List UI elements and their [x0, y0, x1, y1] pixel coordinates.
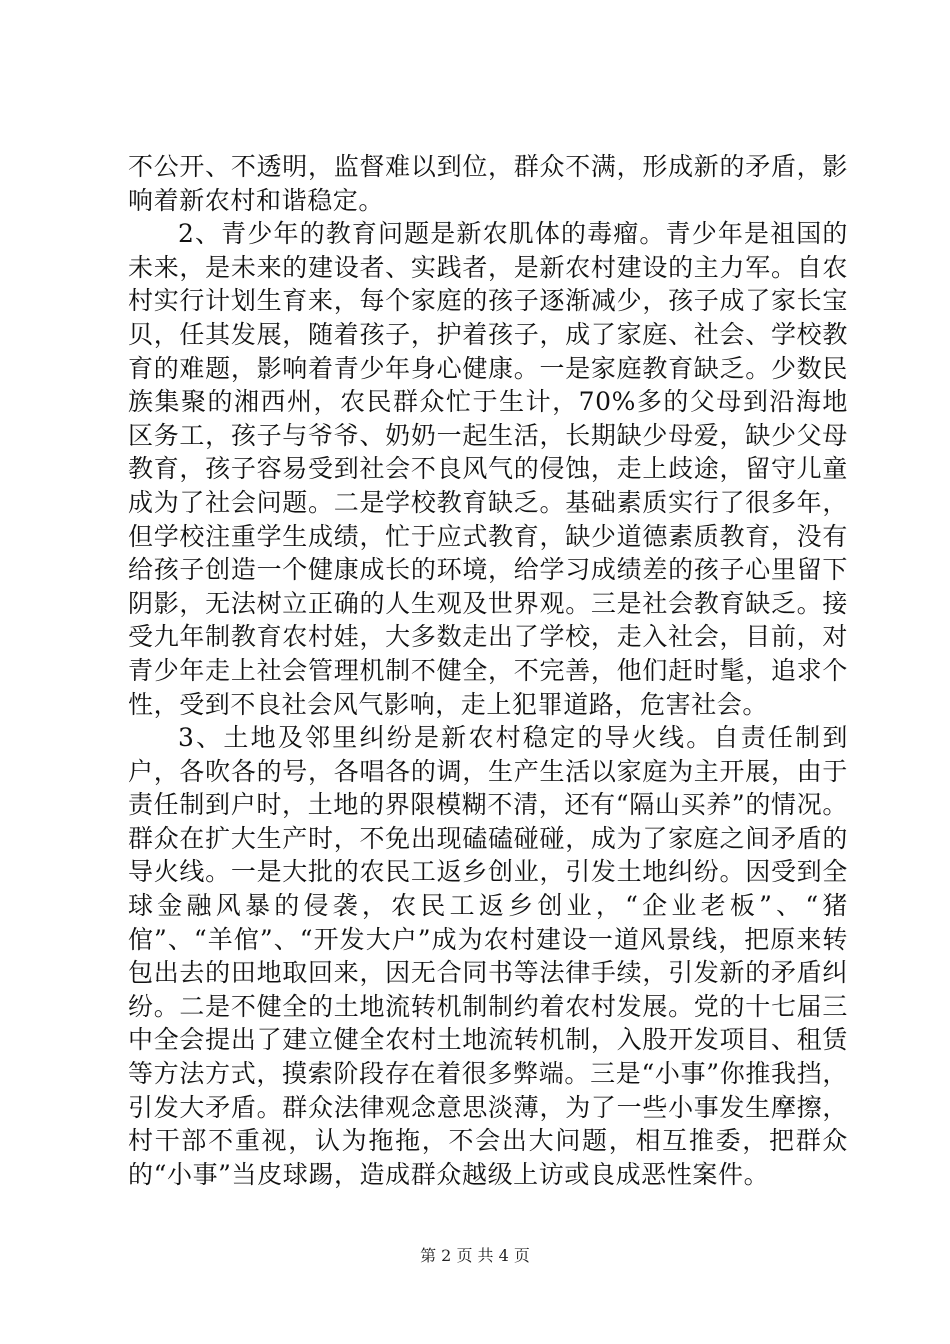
paragraph-youth-education: 2、青少年的教育问题是新农肌体的毒瘤。青少年是祖国的未来，是未来的建设者、实践者，是新农村建设的主力军。自农村实行计划生育来，每个家庭的孩子逐渐减少，孩子成了家长宝贝，任其发展，随着孩子，护着孩子，成了家庭、社会、学校教育的难题，影响着青少年身心健康。一是家庭教育缺乏。少数民族集聚的湘西州，农民群众忙于生计，70%多的父母到沿海地区务工，孩子与爷爷、奶奶一起生活，长期缺少母爱，缺少父母教育，孩子容易受到社会不良风气的侵蚀，走上歧途，留守儿童成为了社会问题。二是学校教育缺乏。基础素质实行了很多年，但学校注重学生成绩，忙于应式教育，缺少道德素质教育，没有给孩子创造一个健康成长的环境，给学习成绩差的孩子心里留下阴影，无法树立正确的人生观及世界观。三是社会教育缺乏。接受九年制教育农村娃，大多数走出了学校，走入社会，目前，对青少年走上社会管理机制不健全，不完善，他们赶时髦，追求个性，受到不良社会风气影响，走上犯罪道路，危害社会。 — [128, 219, 848, 719]
paragraph-land-disputes: 3、土地及邻里纠纷是新农村稳定的导火线。自责任制到户，各吹各的号，各唱各的调，生产生活以家庭为主开展，由于责任制到户时，土地的界限模糊不清，还有“隔山买养”的情况。群众在扩大生产时，不免出现磕磕碰碰，成为了家庭之间矛盾的导火线。一是大批的农民工返乡创业，引发土地纠纷。因受到全球金融风暴的侵袭，农民工返乡创业，“企业老板”、“猪倌”、“羊倌”、“开发大户”成为农村建设一道风景线，把原来转包出去的田地取回来，因无合同书等法律手续，引发新的矛盾纠纷。二是不健全的土地流转机制制约着农村发展。党的十七届三中全会提出了建立健全农村土地流转机制，入股开发项目、租赁等方法方式，摸索阶段存在着很多弊端。三是“小事”你推我挡，引发大矛盾。群众法律观念意思淡薄，为了一些小事发生摩擦，村干部不重视，认为拖拖，不会出大问题，相互推委，把群众的“小事”当皮球踢，造成群众越级上访或良成恶性案件。 — [128, 723, 848, 1189]
paragraph-continuation: 不公开、不透明，监督难以到位，群众不满，形成新的矛盾，影响着新农村和谐稳定。 — [128, 152, 848, 215]
page-number-footer: 第 2 页 共 4 页 — [420, 1246, 530, 1265]
document-body — [128, 150, 848, 1191]
